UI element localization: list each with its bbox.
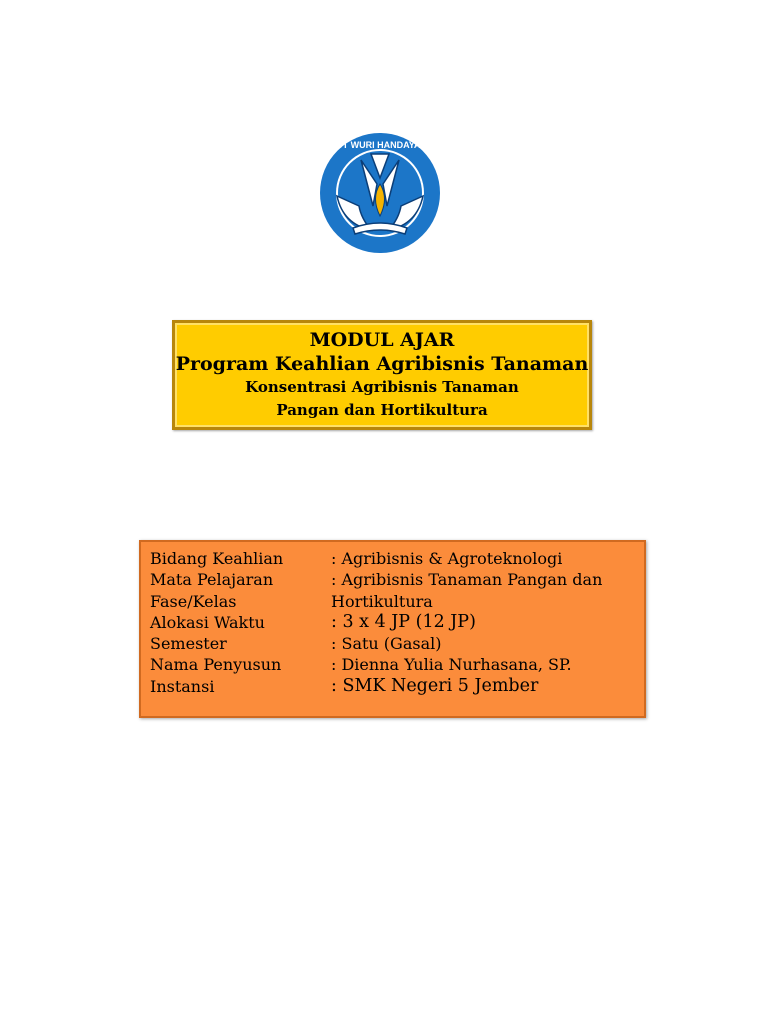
info-values (331, 548, 641, 697)
value-instansi: : SMK Negeri 5 Jember (331, 675, 539, 696)
concentration-line1: Konsentrasi Agribisnis Tanaman (245, 378, 519, 396)
value-mata-pelajaran: : Agribisnis Tanaman Pangan dan (331, 570, 603, 590)
label-instansi: Instansi (150, 676, 215, 696)
value-bidang-keahlian: : Agribisnis & Agroteknologi (331, 549, 563, 568)
logo-motto: TUT WURI HANDAYANI (330, 140, 430, 150)
label-semester: Semester (150, 634, 227, 654)
module-title: MODUL AJAR (309, 329, 455, 351)
label-mata-pelajaran: Mata Pelajaran (150, 570, 274, 590)
module-info-box (139, 540, 646, 718)
label-fase-kelas: Fase/Kelas (150, 591, 237, 611)
value-mata-pelajaran-cont: Hortikultura (331, 591, 433, 611)
value-semester: : Satu (Gasal) (331, 634, 442, 654)
label-nama-penyusun: Nama Penyusun (150, 655, 282, 675)
label-alokasi-waktu: Alokasi Waktu (150, 612, 265, 632)
label-bidang-keahlian: Bidang Keahlian (150, 549, 284, 568)
value-nama-penyusun: : Dienna Yulia Nurhasana, SP. (331, 655, 572, 675)
concentration-line2: Pangan dan Hortikultura (276, 401, 488, 419)
module-title-box (172, 320, 592, 430)
info-labels (150, 548, 330, 697)
program-title: Program Keahlian Agribisnis Tanaman (175, 353, 589, 375)
tut-wuri-handayani-logo (319, 132, 441, 254)
value-alokasi-waktu: : 3 x 4 JP (12 JP) (331, 611, 476, 632)
